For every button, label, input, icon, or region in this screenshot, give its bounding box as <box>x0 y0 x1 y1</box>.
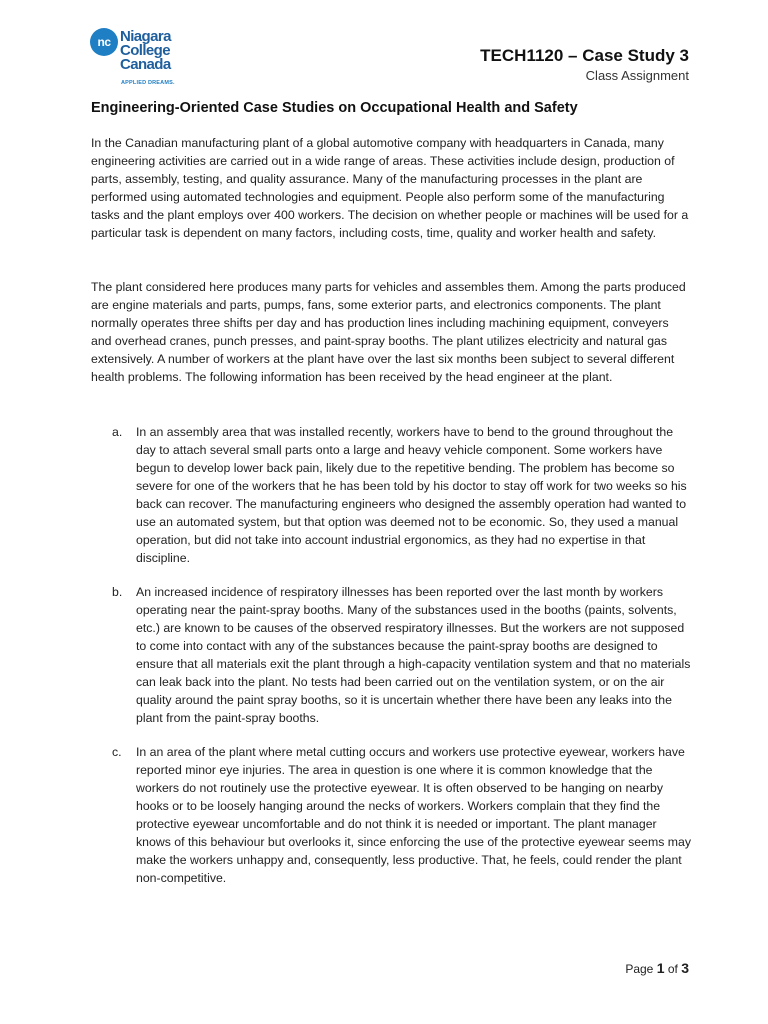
logo-line-3: Canada <box>120 56 171 73</box>
page-word: Page <box>625 962 654 976</box>
document-title: Engineering-Oriented Case Studies on Occupational Health and Safety <box>91 100 578 116</box>
logo-line-1: Niagara <box>120 28 171 45</box>
logo-line-2: College <box>120 42 170 59</box>
intro-paragraph-2: The plant considered here produces many parts for vehicles and assembles them. Among the parts produced are engine materials and parts, pumps, fans, some exterior parts, and electronics components. The plant normally operates three shifts per day and has production lines including machining equipment, conveyers and overhead cranes, punch presses, and paint-spray booths. The plant utilizes electricity and natural gas extensively. A number of workers at the plant have over the last six months been subject to several different health problems. The following information has been received by the head engineer at the plant. <box>91 280 686 384</box>
logo-wordmark <box>120 30 171 72</box>
intro-paragraph-1: In the Canadian manufacturing plant of a global automotive company with headquarters in Canada, many engineering activities are carried out in a wide range of areas. These activities include design, production of parts, assembly, testing, and quality assurance. Many of the manufacturing processes in the plant are performed using automated technologies and equipment. People also perform some of the manufacturing tasks and the plant employs over 400 workers. The decision on whether people or machines will be used for a particular task is dependent on many factors, including costs, time, quality and worker health and safety. <box>91 136 689 240</box>
case-item-text: In an assembly area that was installed recently, workers have to bend to the ground throughout the day to attach several small parts onto a large and heavy vehicle component. Some workers have begun to develop lower back pain, likely due to the repetitive bending. The problem has become so severe for one of the workers that he has been told by his doctor to stay off work for two weeks so his back can recover. The manufacturing engineers who designed the assembly operation had wanted to use an automated system, but that option was deemed not to be economic. So, they used a manual operation, but did not take into account industrial ergonomics, as they had no expertise in that discipline. <box>136 425 687 565</box>
assignment-subtitle: Class Assignment <box>585 68 689 83</box>
list-marker: b. <box>112 585 123 599</box>
niagara-college-logo <box>90 28 200 94</box>
case-item-text: In an area of the plant where metal cutting occurs and workers use protective eyewear, workers have reported minor eye injuries. The area in question is one where it is common knowledge that the workers do not routinely use the protective eyewear. It is often observed to be hanging on nearby hooks or to be loosely hanging around the necks of workers. Workers complain that they find the protective eyewear uncomfortable and do not think it is needed or important. The plant manager knows of this behaviour but overlooks it, since enforcing the use of the protective eyewear seems may make the workers unhappy and, consequently, less productive. That, he feels, could render the plant non-competitive. <box>136 745 692 885</box>
list-marker: a. <box>112 425 123 439</box>
course-title: TECH1120 – Case Study 3 <box>480 46 689 65</box>
page-current: 1 <box>656 960 665 976</box>
page-total: 3 <box>681 960 689 976</box>
page-number-footer <box>625 960 689 976</box>
logo-tagline: APPLIED DREAMS. <box>121 80 175 86</box>
list-marker: c. <box>112 745 122 759</box>
logo-monogram: nc <box>90 28 118 56</box>
of-word: of <box>667 962 678 976</box>
case-item-text: An increased incidence of respiratory illnesses has been reported over the last month by workers operating near the paint-spray booths. Many of the substances used in the booths (paints, solvents, etc.) are known to be causes of the observed respiratory illnesses. But the workers are not supposed to come into contact with any of the substances because the paint-spray booths are designed to ensure that all materials exit the plant through a high-capacity ventilation system and that no materials can leak back into the plant. No tests had been carried out on the ventilation system, or on the air quality around the paint spray booths, so it is uncertain whether there have been any leaks into the plant from the paint-spray booths. <box>136 585 691 725</box>
